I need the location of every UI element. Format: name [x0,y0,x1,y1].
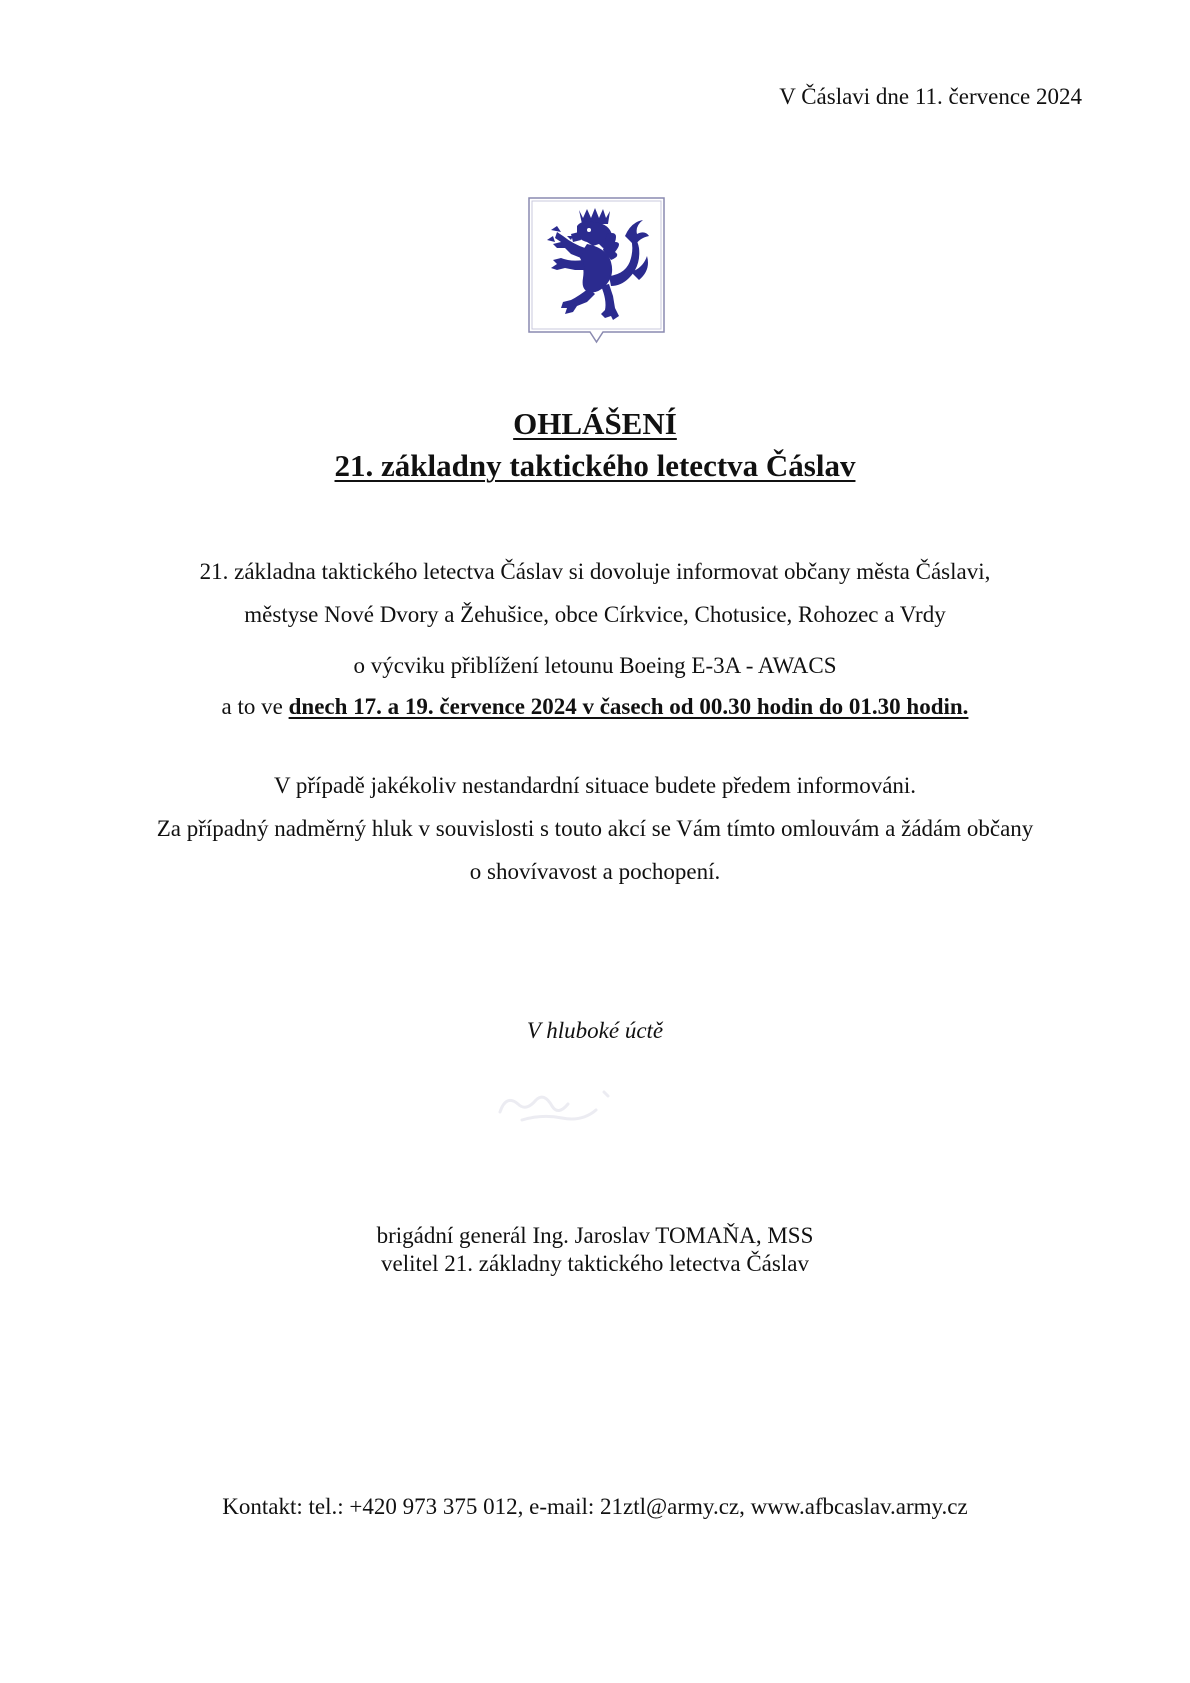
signer-block [0,1222,1190,1278]
when-line [0,686,1190,727]
notice-line-2: Za případný nadměrný hluk v souvislosti s touto akcí se Vám tímto omlouvám a žádám občany [156,816,1034,841]
faded-signature-icon [492,1080,622,1135]
when-dates: dnech 17. a 19. července 2024 v časech od 00.30 hodin do 01.30 hodin. [288,694,969,719]
signer-role: velitel 21. základny taktického letectva Čáslav [381,1251,809,1276]
training-line: o výcviku přiblížení letounu Boeing E-3A - AWACS [353,653,837,678]
notice-line-1: V případě jakékoliv nestandardní situace budete předem informováni. [273,773,917,798]
title-heading: OHLÁŠENÍ [513,406,677,441]
intro-line-2: městyse Nové Dvory a Žehušice, obce Církvice, Chotusice, Rohozec a Vrdy [244,602,946,627]
signer-name: brigádní generál Ing. Jaroslav TOMAŇA, MSS [376,1223,814,1248]
notice-line-3: o shovívavost a pochopení. [469,859,721,884]
notice-paragraph [0,764,1190,893]
title-subheading: 21. základny taktického letectva Čáslav [334,448,856,483]
date-line: V Čáslavi dne 11. července 2024 [779,84,1082,109]
training-paragraph [0,645,1190,727]
intro-paragraph [0,550,1190,636]
when-prefix: a to ve [221,694,289,719]
bohemian-lion-coat-of-arms-icon [527,196,666,344]
closing-salutation: V hluboké úctě [526,1018,664,1043]
announcement-title [0,403,1190,487]
intro-line-1: 21. základna taktického letectva Čáslav si dovoluje informovat občany města Čáslavi, [199,559,991,584]
contact-footer: Kontakt: tel.: +420 973 375 012, e-mail: 21ztl@army.cz, www.afbcaslav.army.cz [222,1494,968,1519]
